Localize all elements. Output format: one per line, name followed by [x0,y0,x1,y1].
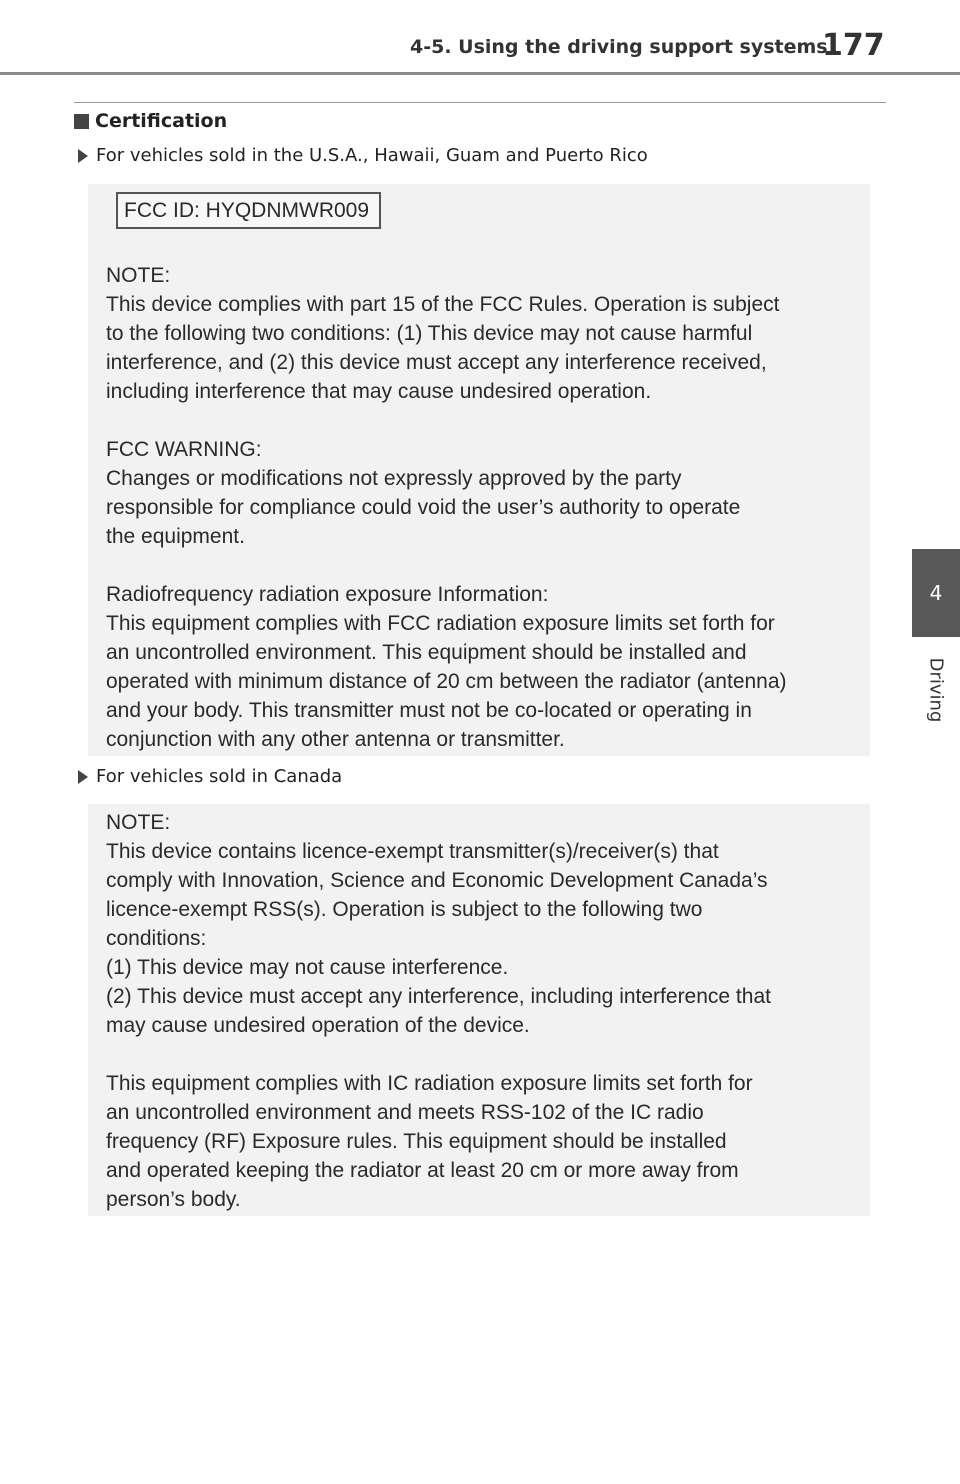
arrow-bullet-icon [78,149,88,163]
bullet-canada-text: For vehicles sold in Canada [96,766,343,787]
square-bullet-icon [74,114,89,129]
chapter-tab[interactable] [912,549,960,637]
ic-label-text: NOTE: This device contains licence-exempt transmitter(s)/receiver(s) that comply with Innovation, Science and Economic Development Canada’s licence-exempt RSS(s). Operation is subject to the following two conditions: (1) This device may not cause interference. (2) This device must accept any interference, including interference that may cause undesired operation of the device. This equipment complies with IC radiation exposure limits set forth for an uncontrolled environment and meets RSS-102 of the IC radio frequency (RF) Exposure rules. This equipment should be installed and operated keeping the radiator at least 20 cm or more away from person’s body. [106,811,771,1211]
header-divider [0,72,960,75]
fcc-label-text: NOTE: This device complies with part 15 of the FCC Rules. Operation is subject to the following two conditions: (1) This device may not cause harmful interference, and (2) this device must accept any interference received, including interference that may cause undesired operation. FCC WARNING: Changes or modifications not expressly approved by the party responsible for compliance could void the user’s authority to operate the equipment. Radiofrequency radiation exposure Information: This equipment complies with FCC radiation exposure limits set forth for an uncontrolled environment. This equipment should be installed and operated with minimum distance of 20 cm between the radiator (antenna) and your body. This transmitter must not be co-located or operating in conjunction with any other antenna or transmitter. [106,264,787,751]
chapter-number: 4 [929,581,943,605]
bullet-canada [78,766,342,787]
ic-label-image [88,804,870,1216]
section-heading [74,110,227,132]
page-number: 177 [822,28,885,63]
fcc-label-image [88,184,870,756]
header-section-title: 4-5. Using the driving support systems [410,36,828,58]
section-divider [74,102,886,103]
bullet-usa-text: For vehicles sold in the U.S.A., Hawaii, Guam and Puerto Rico [96,145,648,166]
fcc-id-box: FCC ID: HYQDNMWR009 [116,192,381,229]
chapter-label: Driving [925,657,947,723]
section-heading-text: Certification [95,110,228,132]
arrow-bullet-icon [78,770,88,784]
bullet-usa [78,145,648,166]
